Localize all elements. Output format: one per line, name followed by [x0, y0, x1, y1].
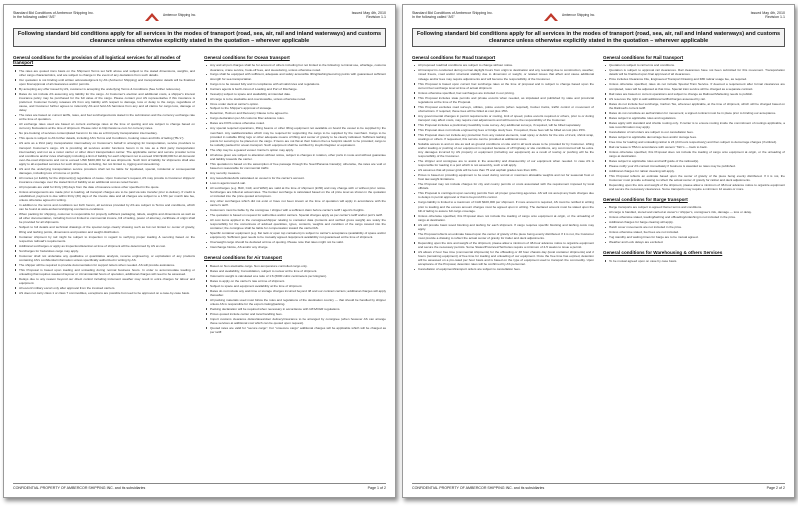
page-footer	[13, 483, 386, 491]
list-item: Tug standby and waiting times for barge are to be mutual agreed.	[603, 235, 785, 239]
list-item: Loss is agents load & sail.	[204, 181, 386, 185]
list-item: Cargo liability is limited to a maximum of CAD $100,000 per shipment. If more amount is required, AS must be notified in writing prior to loading and the excess amount charges must be agreed upon in writing. The declared amount must be stated upon the bill of lading to assure full cargo coverage.	[412, 200, 594, 212]
list-item: Rates to apply on the carrier's rate at time of shipment.	[204, 279, 386, 283]
list-item: Delays due to any reason beyond our direct control including inclement weather may result in extra charges for labour and equipment.	[13, 277, 195, 285]
list-item: Unless otherwise specified, rates do not include Special Train Service. If deemed a requirement after formal clearances are completed, rates will be adjusted at that time. Special train service will be charged as a separate contract.	[603, 82, 785, 90]
list-item: The rates are based on current tariffs, rates, and fuel surcharges/costs stated in the submission and the currency exchange rate at the time of quotation.	[13, 113, 195, 121]
scope-banner: Following standard bid conditions apply for all services in the modes of transport (road, sea, air, rail and inland waterways) and customs clearance unless otherwise explicitly stated in the quotation – wherever applicable	[13, 28, 386, 47]
list-item: Prices quoted include carrier and local handling fees.	[204, 312, 386, 316]
list-item: This Proposal does not include engineering fees or bridge study fees. If required, these fees will be billed at cost plus 15%.	[412, 128, 594, 132]
bullet-list	[412, 63, 594, 271]
scope-banner: Following standard bid conditions apply for all services in the modes of transport (road, sea, air, rail and inland waterways) and customs clearance unless otherwise explicitly stated in the quotation – wherever applicable	[412, 28, 785, 47]
list-item: Specific container equipment (e.g. flat rack or open top containers) is subject to carrier's acceptance (availability of space and/or equipment). Sufficient gear needs to be mutually agreed. Equipment availability not guaranteed at the time of shipment.	[204, 231, 386, 239]
list-item: Rates do not include AS assuming any liability for the cargo. At Customer's election and additional costs, a shipper's interest insurance policy may be purchased for the full value of the cargo. Please contact your AS representative if this insurance is preferred. Customer hereby releases AS from any liability with respect to damage, loss or delay to the cargo, regardless of cause, and Customer further agrees to indemnify AS and hold AS harmless from any and all claims for cargo loss, damage or delay.	[13, 92, 195, 112]
list-item: Carriers agents & berth-in/out of Loading and Port of Discharge.	[204, 87, 386, 91]
list-item: This Proposal is based upon loading and unloading during normal business hours. In order to accommodate loading or unloading that requires weekend layover or circumstantial hours of operation, additional charges will need to be assessed.	[13, 268, 195, 276]
list-item: The Proposal may not include charges for city and county permits or costs associated with the requirement imposed by local officials.	[412, 182, 594, 190]
company-logo-icon	[543, 12, 559, 23]
page-footer	[412, 483, 785, 491]
revision-number: Revision 1.1	[366, 15, 386, 20]
list-item: Rates subject to applicable rules and regulations.	[603, 116, 785, 120]
list-item: Unless otherwise stated, loading/lashing and offloading/unlashing is not included in the price.	[603, 215, 785, 219]
list-item: Unless arrangements are made prior to loading, all transport charges are to be paid via wire transfer prior to delivery. If credit is established, payment is due within thirty (30) days of the invoice date and all charges are subject to a 1.5% per month late fee, unless otherwise agreed in writing.	[13, 190, 195, 202]
bullet-list	[204, 264, 386, 334]
list-item: Suitable access to and on site as well as ground conditions on site and in all work areas to be provided for by Customer. Lifting and/or loading or pushing of our equipment is required because of off highway or site conditions, any cost incurred will be extra. Any damages incurred by AS property or equipment (including our equipment) as a result of towing or pushing will be the responsibility of the Customer.	[412, 142, 594, 158]
doc-subtitle: In the following called “AS”	[412, 15, 455, 20]
document-page-1	[3, 4, 396, 498]
doc-title: Standard Bid Conditions of Ambercor Shipping Inc.	[412, 11, 493, 15]
section-title: General conditions for Barge transport	[603, 196, 688, 202]
list-item: Volumetric weight is calculated at a ratio of 1:6 (6000 cubic centimeters per kilogram).	[204, 274, 386, 278]
section-title: General conditions for Road transport	[412, 55, 496, 60]
list-item: Rates subject to applicable demurrage fees and/or storage fees.	[603, 135, 785, 139]
list-item: Packing declaration will be required when necessary in accordance with IATA/DGR regulations.	[204, 307, 386, 311]
company-logo-icon	[144, 12, 160, 23]
header-left	[13, 11, 94, 19]
list-item: All cargo is to be stackable and overstowable, unless otherwise noted.	[204, 97, 386, 101]
page2-right-column	[603, 55, 785, 475]
list-item: Based on Non-stackable cargo. Non-temperature controlled cargo only.	[204, 264, 386, 268]
list-item: No pre-booking of services contemplated herein in its role as a third party transportation intermediary.	[13, 131, 195, 135]
list-item: This Proposal reflects an estimate based upon the center of gravity of the piece being evenly distributed. If it is not, the Customer must provide a drawing to reflect the actual center of gravity for railcar and deck adjustments.	[603, 174, 785, 182]
list-item: The shipper and consignee are to assist in the assembly and disassembly of our equipment when needed. In case AS is responsible for loading in a port which is not assembly, such a will apply.	[412, 159, 594, 167]
list-item: Surcharges for hazardous cargo may apply.	[13, 249, 195, 253]
page2-left-column	[412, 55, 594, 475]
list-item: All proposals are valid for thirty (30) days from the date of issuance unless other specified in the quote.	[13, 185, 195, 189]
list-item: Unless otherwise stated, fuel fees are not included.	[603, 230, 785, 234]
list-item: AS and the underlying transportation service providers shall not be liable for liquidated, special, incidental or consequential damages, including loss of income or profits.	[13, 167, 195, 175]
list-item: AS will provide basic wood blocking and lashing for each shipment. If cargo requires specific blocking and lashing costs may apply.	[412, 223, 594, 231]
list-item: When packing for shipping, customer is responsible for properly sufficient packaging, labels, weights and dimensions as well as all other documentation, including but not limited to commercial invoice, bill of lading, power of attorney, certificate of origin shall be provided for all shipments.	[13, 212, 195, 224]
list-item: Rail car lease is TBA in accordance with owners' T&C's — back to back.	[603, 145, 785, 149]
list-item: All packing materials used must follow the rules and regulations of the destination country — that should be handled by shipper unless AS is responsible for the export crating/packing.	[204, 298, 386, 306]
list-item: In addition to the terms and conditions set forth herein, all services provided by AS are subject to Terms and conditions, which can be found at www.ambercorshipping.com/terms-conditions	[13, 203, 195, 211]
list-item: Once under deck at carrier's option.	[204, 102, 386, 106]
list-item: Vessel(s) subject to space and availability at intended date.	[204, 92, 386, 96]
list-item: Subject to space and equipment availability at the time of shipment.	[204, 284, 386, 288]
document-page-2	[402, 4, 795, 498]
list-item: Prices is based on providing equipment to be used during normal or maximum allowable weights and not for seasonal frost or frost law weight limitations.	[412, 173, 594, 181]
doc-subtitle: In the following called “AS”	[13, 15, 56, 20]
list-item: Barge transports are subject to agreed Owner terms and conditions.	[603, 205, 785, 209]
list-item: Rates do not include fuel surcharge, Carbon Tax, wherever applicable, at the time of shipment, which will be charged based on the Railroad's current tariff.	[603, 102, 785, 110]
list-item: All proposed road/rail conditions are subject to change without notice.	[412, 63, 594, 67]
conditions-section	[603, 55, 785, 191]
list-item: Depending upon the size and weight of the shipment, please allow a minimum of 48-hour advance notice to organize equipment and secure the necessary permits. Some States/Provinces/Territories require a minimum of 4-5 weeks to issue a permit.	[412, 241, 594, 249]
header-right	[352, 11, 386, 19]
list-item: Rates and availability, Consolidation, subject to review at the time of shipment.	[204, 269, 386, 273]
section-title: General conditions for Warehousing & others Services	[603, 250, 723, 256]
conditions-section	[603, 197, 785, 244]
page1-left-column	[13, 55, 195, 475]
issue-date: Issued May 4th, 2010	[750, 11, 785, 15]
bullet-list	[204, 63, 386, 249]
list-item: Rates subject to applicable rules and tariff guide of the railroad(s).	[603, 159, 785, 163]
conditions-section	[204, 55, 386, 249]
bullet-list	[13, 69, 195, 295]
revision-number: Revision 1.1	[765, 15, 785, 20]
list-item: To be mutual agreed upon on case by case basis.	[603, 259, 785, 263]
list-item: Detention, Hold-on and Recovery Clause to be agreed to.	[204, 111, 386, 115]
list-item: Any other surcharges which did not exist or have not been known at the time of quotation will apply in accordance with the carrier's tariff.	[204, 199, 386, 207]
header-left	[412, 11, 493, 19]
list-item: This Proposal includes a preliminary feasibility route survey. Any additional surveys, if required, will be billed separately.	[412, 123, 594, 127]
company-name: Ambercor Shipping Inc.	[562, 13, 596, 17]
list-item: Container shipment by rail might be subject to inspection in regard to verifying proper loading & securing based on the respective railroad's requirements.	[13, 235, 195, 243]
conditions-section	[204, 255, 386, 334]
list-item: Unless otherwise specified, this Proposal does not include the loading of cargo onto equipment at origin, or the unloading of cargo at destination.	[603, 150, 785, 158]
page-header	[13, 11, 386, 24]
list-item: Import customs clearance duties/taxes/door delivery/insurance to be arranged by consignee (when however AS can arrange these services at additional cost which can be quoted upon request).	[204, 317, 386, 325]
list-item: Unless otherwise specified, this Proposal does not include the loading of cargo onto equipment at origin, or the unloading of cargo at destination.	[412, 214, 594, 222]
doc-title: Standard Bid Conditions of Ambercor Shipping Inc.	[13, 11, 94, 15]
footer-confidential: CONFIDENTIAL PROPERTY OF AMBERCOR SHIPPING INC. and its subsidiaries	[13, 486, 146, 490]
list-item: The Proposal reflects an estimate based upon the center of gravity of the piece being evenly distributed. If it is not, the Customer must provide a drawing to reflect the actual center of gravity for trailer and deck adjustments.	[412, 232, 594, 240]
list-item: Unless otherwise specified, fuel surcharges are included in our pricing.	[412, 91, 594, 95]
list-item: All surcharges (e.g. BAF, CAF, and WAR) are valid at the time of shipment (in/fill) and may change with or without prior notice. Surcharges are billed at actual rates. The bunker surcharge is calculated based on the oil price level as shown in the quotation or included into the price quoted at lumpsum.	[204, 186, 386, 198]
page-number: Page 1 of 2	[367, 486, 386, 490]
list-item: Any special required operations, lifting beams or other lifting equipment not available on board the vessel to be supplied by the merchant. Any saddles/cradles which may be required for supporting the cargo to be supplied by the merchant. Cargo to be provided in suitable lifting lugs or other adequate means of lifting and center of gravity to be clearly indicated. Sufficient lashing points for securing to be placed on the cargo. If items are not flat at their bottom then a footprint sketch to be provided; cargo to be suitably packed for ocean transport. Such equipment shall be certified by Lloyds Register or equivalent.	[204, 126, 386, 146]
list-item: Overweight cargo should be declared at time of quoting. Please note that rates might not be valid.	[204, 240, 386, 244]
list-item: Quotation is subject to rail terms and conditions.	[603, 63, 785, 67]
list-item: Cargo is to be stowed fully and in compliance with all valid rules and regulations.	[204, 82, 386, 86]
list-item: Any and all port charges shall be for account of others including but not limited to the following: terminal use, wharfage, customs clearance, crane service, hook-off fees, and stevedoring, unless otherwise noted.	[204, 63, 386, 71]
list-item: All above given are subject to alteration without notice, subject to changes in rotation, other ports in route and without guarantee and liability towards the carrier.	[204, 153, 386, 161]
list-item: Cargo declaration per AS customs filter advance rules.	[204, 116, 386, 120]
list-item: Customer shall not undertake any qualitative or quantitative analysis, reverse engineering, or exploitation of any products containing AS's confidential information unless specifically authorized in writing by AS.	[13, 254, 195, 262]
list-item: This quote is subject to AS further details, including AS's Terms and Conditions, booking notes and bills of lading ("BL's").	[13, 136, 195, 140]
list-item: Cargo shall be equipped with sufficient, adequate and safely accessible lifting/lashing/securing points with guaranteed sufficient strength for sea transportation.	[204, 72, 386, 80]
bullet-list	[603, 63, 785, 190]
list-item: All escort/ military escort only after approval from the involved carriers.	[13, 286, 195, 290]
list-item: This Proposal does not include any protection from any natural elements, road spray or debris for the size of truck, shrink wrap, coatings or others. If requested, this service can be provided at additional costs.	[412, 133, 594, 141]
list-item: Additional charges for railcar cleaning will apply.	[603, 169, 785, 173]
section-title: General conditions for Ocean transport	[204, 55, 290, 60]
list-item: Quotation is subject to approval rail clearances. Rail clearances have not been submitted for this movement. Transportation details will be finalized upon final approval of all clearances.	[603, 68, 785, 76]
list-item: This Proposal is contingent upon securing permits from all proper governing agencies. AS will not accept any back charges due to delays in permit approval or that is beyond AS's control.	[412, 191, 594, 199]
list-item: This quotation is based on the assumption of free passage through the Suez/Panama Canal(s); otherwise, the rates are void or based on reasonable for commercial traffic.	[204, 162, 386, 170]
list-item: AS reserves the right to add additional tariffs/charges assessed by rail.	[603, 97, 785, 101]
list-item: Cancellation of equipment/transport orders are subject to cancellation fees.	[412, 267, 594, 271]
list-item: AS assumes that all power grids will be less than 75 and asphalt grades less than 10%.	[412, 168, 594, 172]
list-item: All cost items applied to the consignee/shipper relating to container data (contents and verified gross weight) are solely the responsibility for the correctness of advised quantities, types, contents, weights and condition of the cargo stowed into the container; the consignee shall be liable for compensation toward the carrier/AS.	[204, 218, 386, 230]
page-number: Page 2 of 2	[766, 486, 785, 490]
list-item: Our quotation is not binding until written acknowledgment by AS (Ambercor Shipping) and transportation details will be finalized upon final approval of all clearances and/or permits.	[13, 78, 195, 86]
list-item: Subject to full details and technical drawings of the special cargo clearly showing such as but not limited to: center of gravity, lifting and lashing points, dimensions and position and weight distribution.	[13, 225, 195, 233]
list-item: Hatch cover movements are not included in the price.	[603, 225, 785, 229]
conditions-section	[603, 250, 785, 263]
bullet-list	[603, 205, 785, 244]
list-item: By accepting any offer issued by AS, customer is accepting the underlying Terms & Conditions (See further reference).	[13, 87, 195, 91]
footer-confidential: CONFIDENTIAL PROPERTY OF AMBERCOR SHIPPING INC. and its subsidiaries	[412, 486, 545, 490]
list-item: The quotation is based on request for authorities and/or carriers. Special charges apply as per carrier's tariff and/or port's tariff.	[204, 213, 386, 217]
page-header	[412, 11, 785, 24]
conditions-section	[13, 55, 195, 295]
list-item: Additional charges for barge clearing will apply.	[603, 220, 785, 224]
list-item: This Proposal includes state permits and private escorts when needed, as stipulated and published by state and provincial regulations at the time of the Proposal.	[412, 96, 594, 104]
list-item: Price includes Clearance File, Engineered Transport Drawing and IMD railcar usage fee, as required.	[603, 77, 785, 81]
list-item: Interchange Notice, AS and/or any charge.	[204, 245, 386, 249]
list-item: Weather and Lock delays are excluded.	[603, 240, 785, 244]
list-item: Please notify your AS contact immediately if business is awarded so rates may be published.	[603, 164, 785, 168]
list-item: Free time for loading and unloading railcar is 24 (24 hours respectively) and then subject to demurrage charges (if utilized).	[603, 140, 785, 144]
list-item: All exchange rates used are based on current exchange rates at the time of quoting and are subject to change based on currency fluctuations at the time of shipment. Please refer to http://www.xe.com for currency rates.	[13, 122, 195, 130]
list-item: Subject to the Shipper's approval of stowage.	[204, 106, 386, 110]
list-item: The shipper will be required to provide documentation for support letters when needed. AS will provide assistance.	[13, 263, 195, 267]
list-item: Quoted rates are valid for "secure cargo". For "unsecure cargo" additional charges will be applicable which will be charged as per tariff.	[204, 326, 386, 334]
list-item: Rail rates are based on current operations and subject to change as Railroad Marketing needs to publish.	[603, 92, 785, 96]
list-item: All cargo is handled, stored and carried at owner's / shipper's, consignee's risk, damage — loss or delay.	[603, 210, 785, 214]
list-item: AS does not carry class 1 or class 7 commodities, exceptions are possible but need to be approved on a case-by-case basis.	[13, 291, 195, 295]
list-item: Rates do not include any wait time or storage charges incurred beyond 48 and our contract carriers; additional charges will apply thereafter.	[204, 289, 386, 297]
list-item: AS allows 2 hour free time (commercial shipments) for the offloading or 48 hour chassis day (local container shipments) and 2 hours (remaining equipment) of free time for loading and unloading of our equipment. Once the free time has expired, detention will be assessed on a pro-rated per hour basis and is based on the type of equipment used to transport the commodity. Upon acceptance of the Proposal, detention rates will be confirmed by AS personnel.	[412, 250, 594, 266]
list-item: AS acts as a third party transportation intermediary on Customer's behalf in arranging for transportation, service providers to transport Customer's cargo. AS is providing all services and/or functions herein in its role as a third party transportation intermediary and not as a motor carrier or other direct transportation carrier. The applicable carrier and service provider terms and conditions and/or rules shall apply including a limit of liability for each shipment not to exceed USD $100,000 for all domestic over-the-road shipments and not to exceed USD $100,000 for all sea shipments. Such limit of liability for shipments shall also apply to all expedited services for such shipments, including, but not limited to, rigging and stevedoring.	[13, 141, 195, 166]
list-item: This Proposal is based upon current fuel surcharge rates at the time of proposal and is subject to change based upon the current fuel surcharge level at time of actual shipment.	[412, 82, 594, 90]
list-item: The ship may be a geared vessel. Carrier's option may apply.	[204, 148, 386, 152]
list-item: Rates apply with standard and shuttle routing only. If carrier is to ensure routing inside the commitment of routings applicable, a rate reconfirmation may apply.	[603, 121, 785, 129]
section-title: General conditions for Air transport	[204, 255, 282, 261]
list-item: Cancellation of rail orders are subject to our cancellation fees.	[603, 130, 785, 134]
list-item: Customers must be liable by the consignee / shipper with a sufficient claim before carrier's tariff / agent's freights.	[204, 208, 386, 212]
company-name: Ambercor Shipping Inc.	[163, 13, 197, 17]
list-item: All monies (or liability for the shipment(s)) regardless of cause. Upon Customer's request, AS may provide to Customer shippers' insurance coverage over the stated limit of liability at an additional cost as noted herein.	[13, 176, 195, 184]
list-item: The rates are quoted irons basis on the Shipment Terms set forth above and subject to the stated dimensions, weights, and other cargo characteristics, and are subject to change in the event of any deviations from such details.	[13, 69, 195, 77]
section-title: General conditions for the provision of all logistical services for all modes of transport	[13, 55, 181, 66]
list-item: Any security measure.	[204, 171, 386, 175]
conditions-section	[412, 55, 594, 271]
page1-right-column	[204, 55, 386, 475]
list-item: Rates do not constitute an authorization for movement; a signed contract must be in place prior to binding our acceptance.	[603, 111, 785, 115]
issue-date: Issued May 4th, 2010	[351, 11, 386, 15]
list-item: Rates are FIOS unless otherwise noted.	[204, 121, 386, 125]
list-item: All transport is conducted during normal daylight hours from origin to destination and any rescaling due to construction, weather, mixed freeze, road and/or structural stability due to dimension or weight, or related issues that affect and cause additional mileage and/or fees may require adjustments and will become the responsibility of the Customer.	[412, 68, 594, 80]
header-right	[751, 11, 785, 19]
list-item: Additional surcharges or apply as Inspection/detention at time of shipment will be determined by AS at cost.	[13, 244, 195, 248]
list-item: Any taxes/duties/tolls calculated on vessel is for the carrier's account.	[204, 176, 386, 180]
list-item: Depending upon the size and weight of the shipment, please allow a minimum of 48-hour advance notice to organize equipment and secure the necessary clearances. Some transports may require a minimum 12 weeks or more.	[603, 183, 785, 191]
bullet-list	[603, 259, 785, 263]
list-item: Any governmental changes in permit requirements or routing, limit of speed, police escorts required or others, prior to or during transport may affect costs, may require cost adjustments and will become the responsibility of the Customer.	[412, 114, 594, 122]
section-title: General conditions for Rail transport	[603, 55, 684, 60]
list-item: This Proposal excludes road surveys, utilities, police escorts (when required), bucket trucks, traffic control or movement of obstructions. If required, these fees will be billed at cost plus 15%.	[412, 105, 594, 113]
